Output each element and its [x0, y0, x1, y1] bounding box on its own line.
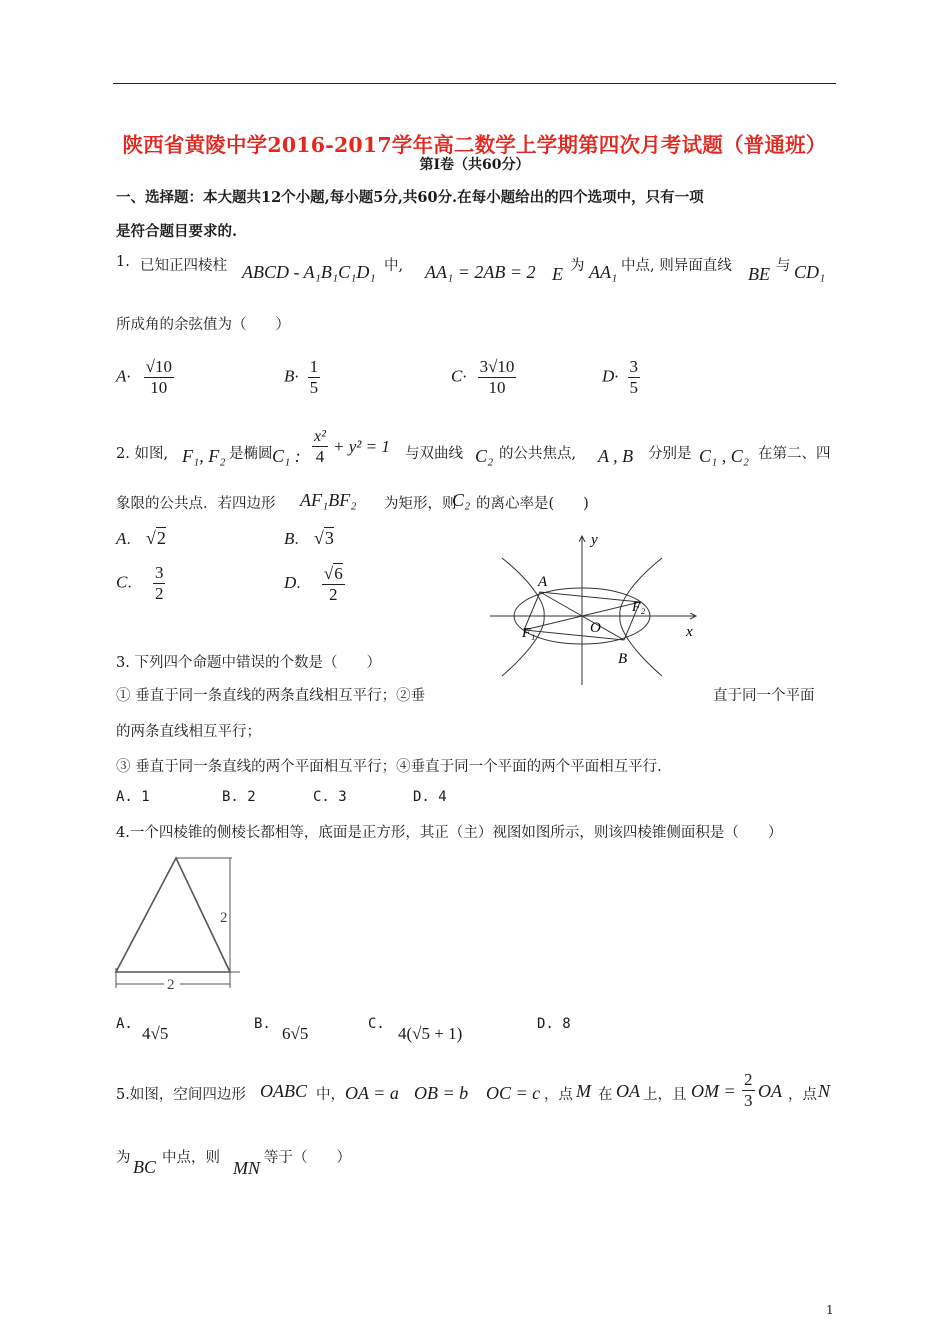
- q4-option-b: 6√5: [282, 1024, 309, 1043]
- q2-line2a: 象限的公共点．若四边形: [116, 496, 276, 512]
- q2-option-c: C． $\frac{3}{2}$: [116, 563, 164, 603]
- q1-line2: 所成角的余弦值为（ ）: [116, 317, 290, 333]
- q2-quad: AF₁BF₂: [300, 490, 357, 510]
- q1-option-a-den: 10: [150, 377, 168, 397]
- fig-label-b: B: [618, 651, 628, 667]
- q2-option-c-den: 2: [154, 583, 164, 603]
- q2-text-2: 是椭圆: [229, 446, 273, 462]
- q1-option-a: A· $\frac{√10}{10}$: [116, 357, 172, 397]
- fig-label-o: O: [590, 620, 601, 636]
- q2-c1: C₁ :: [272, 446, 301, 466]
- q2-c2b: C₂: [452, 490, 471, 510]
- q1-wei: 为: [570, 258, 585, 274]
- q2-option-a-value: 2: [156, 528, 166, 548]
- q5-text-4: 在: [598, 1087, 613, 1103]
- q5-oc: OC = c: [486, 1083, 541, 1103]
- q5-oa: OA = a: [345, 1083, 399, 1103]
- q1-be: BE: [748, 264, 770, 284]
- q1-condition: AA₁ = 2AB = 2: [425, 262, 536, 282]
- q1-option-a-num: √10: [145, 357, 172, 376]
- q2-eq-rest: + y² = 1: [333, 436, 390, 456]
- q3-option-c: C. 3: [313, 789, 347, 805]
- q4-option-c-label: C.: [368, 1016, 385, 1032]
- q5-frac-num: 2: [744, 1070, 753, 1089]
- q2-foci: F₁, F₂: [182, 446, 226, 466]
- q5-text-6: ，点: [788, 1087, 817, 1103]
- q2-option-b: B． √3: [284, 528, 334, 548]
- header-rule: [113, 83, 836, 84]
- q1-text-a: 已知正四棱柱: [140, 258, 227, 274]
- fig-label-x: x: [686, 624, 693, 640]
- q2-c2: C₂: [475, 446, 494, 466]
- q1-aa1: AA₁: [589, 262, 618, 282]
- q2-line2b: 为矩形，则: [384, 496, 457, 512]
- q5-text-5: 上，且: [643, 1087, 687, 1103]
- q2-option-c-num: 3: [154, 563, 164, 582]
- q1-option-b: B· $\frac{1}{5}$: [284, 357, 319, 397]
- q3-line1: 3. 下列四个命题中错误的个数是（ ）: [116, 655, 381, 671]
- q2-text-5: 分别是: [648, 446, 692, 462]
- q2-option-d: D． $\frac{√6}{2}$: [284, 564, 343, 604]
- q2-text-1: 如图,: [134, 446, 169, 462]
- q2-text-3: 与双曲线: [405, 446, 463, 462]
- height-label: 2: [220, 910, 228, 926]
- q1-option-c: C· $\frac{3√10}{10}$: [451, 357, 515, 397]
- q5-line2-c: 等于（ ）: [264, 1150, 351, 1166]
- q1-option-c-den: 10: [488, 377, 506, 397]
- q5-text-2: 中，: [316, 1087, 345, 1103]
- q3-line2a: ① 垂直于同一条直线的两条直线相互平行；②垂: [116, 688, 426, 704]
- q2-option-d-num: 6: [334, 564, 343, 583]
- q1-option-b-den: 5: [309, 377, 319, 397]
- q5-m: M: [576, 1081, 591, 1101]
- q4-option-d: D. 8: [537, 1016, 571, 1032]
- page-title: 陕西省黄陵中学2016-2017学年高二数学上学期第四次月考试题（普通班）: [122, 133, 827, 157]
- q5-frac-den: 3: [744, 1090, 753, 1110]
- q3-line4: ③ 垂直于同一条直线的两个平面相互平行；④垂直于同一个平面的两个平面相互平行.: [116, 759, 662, 775]
- q1-option-c-num: 3√10: [479, 357, 515, 376]
- q4-option-a: 4√5: [142, 1024, 169, 1043]
- q5-n: N: [818, 1081, 831, 1101]
- q2-conic-figure: [488, 530, 708, 690]
- q3-option-d: D. 4: [413, 789, 447, 805]
- q5-text-3: ，点: [544, 1087, 573, 1103]
- q1-number: 1.: [116, 254, 130, 270]
- q1-option-c-label: C: [451, 366, 463, 386]
- q1-option-b-label: B: [284, 366, 295, 386]
- q1-text-c: 中点, 则异面直线: [621, 258, 732, 274]
- q2-option-d-den: 2: [329, 584, 338, 604]
- q2-option-b-label: B: [284, 529, 295, 548]
- fig-label-f1: F₁: [522, 626, 536, 641]
- q5-oabc: OABC: [260, 1081, 307, 1101]
- q2-num: 2: [116, 446, 126, 462]
- q4-option-c: 4(√5 + 1): [398, 1024, 463, 1043]
- q5-text-1: 5.如图，空间四边形: [116, 1087, 246, 1103]
- q2-c1c2: C₁ , C₂: [699, 446, 750, 466]
- q2-text-4: 的公共焦点,: [499, 446, 577, 462]
- q5-line2-b: 中点，则: [162, 1150, 220, 1166]
- q3-option-b: B. 2: [222, 789, 256, 805]
- q1-option-a-label: A: [116, 366, 127, 386]
- q4-option-b-label: B.: [254, 1016, 271, 1032]
- q1-option-d-num: 3: [629, 357, 638, 376]
- q1-option-d-label: D: [602, 366, 615, 386]
- q5-line2-a: 为: [116, 1150, 131, 1166]
- q3-option-a: A. 1: [116, 789, 150, 805]
- q1-cd1: CD₁: [794, 262, 826, 282]
- q5-bc: BC: [133, 1157, 157, 1177]
- fig-label-f2: F₂: [632, 600, 646, 615]
- paper-section-heading: 第Ⅰ卷（共60分）: [419, 157, 530, 173]
- q2-option-b-value: 3: [324, 528, 334, 548]
- q5-oa2: OA: [616, 1081, 640, 1101]
- q2-number: 2. 如图,: [116, 446, 169, 462]
- section-instructions-line2: 是符合题目要求的.: [116, 223, 238, 240]
- fig-label-a: A: [538, 574, 548, 590]
- q5-fraction: [742, 1070, 755, 1110]
- q2-option-a-label: A: [116, 529, 127, 548]
- q1-num: 1: [116, 254, 126, 270]
- section-instructions-line1: 一、选择题：本大题共12个小题,每小题5分,共60分.在每小题给出的四个选项中，只有一项: [116, 189, 704, 206]
- q5-mn: MN: [233, 1158, 260, 1178]
- q1-option-d-den: 5: [629, 377, 638, 397]
- q1-prism: ABCD - A₁B₁C₁D₁: [242, 262, 376, 282]
- q2-eq-num: x²: [312, 428, 328, 447]
- front-view-triangle: [116, 858, 230, 972]
- q1-option-b-num: 1: [309, 357, 319, 376]
- q2-ab: A , B: [598, 446, 634, 466]
- q2-line2c: 的离心率是( ): [476, 496, 589, 512]
- q2-ellipse-equation: [312, 428, 390, 467]
- q5-oa3: OA: [758, 1081, 782, 1101]
- fig-label-y: y: [591, 532, 598, 548]
- q2-option-d-label: D: [284, 573, 297, 593]
- q5-om: OM =: [691, 1081, 736, 1101]
- q1-yu: 与: [776, 258, 791, 274]
- q2-option-c-label: C: [116, 572, 128, 592]
- q1-text-b: 中,: [384, 258, 404, 274]
- page-number: 1: [826, 1303, 834, 1317]
- q1-option-d: D· $\frac{3}{5}$: [602, 357, 638, 397]
- q5-ob: OB = b: [414, 1083, 469, 1103]
- q3-line2b: 直于同一个平面: [713, 688, 815, 704]
- q1-e-label: E: [552, 264, 563, 284]
- q3-line3: 的两条直线相互平行；: [116, 724, 261, 740]
- q4-front-view-figure: [108, 850, 248, 995]
- q4-option-a-label: A.: [116, 1016, 133, 1032]
- q4-line1: 4.一个四棱锥的侧棱长都相等，底面是正方形，其正（主）视图如图所示，则该四棱锥侧面积是（ ）: [116, 825, 783, 841]
- base-label: 2: [167, 977, 175, 993]
- q2-text-6: 在第二、四: [758, 446, 831, 462]
- q2-option-a: A． √2: [116, 528, 166, 548]
- q2-eq-den: 4: [315, 447, 325, 467]
